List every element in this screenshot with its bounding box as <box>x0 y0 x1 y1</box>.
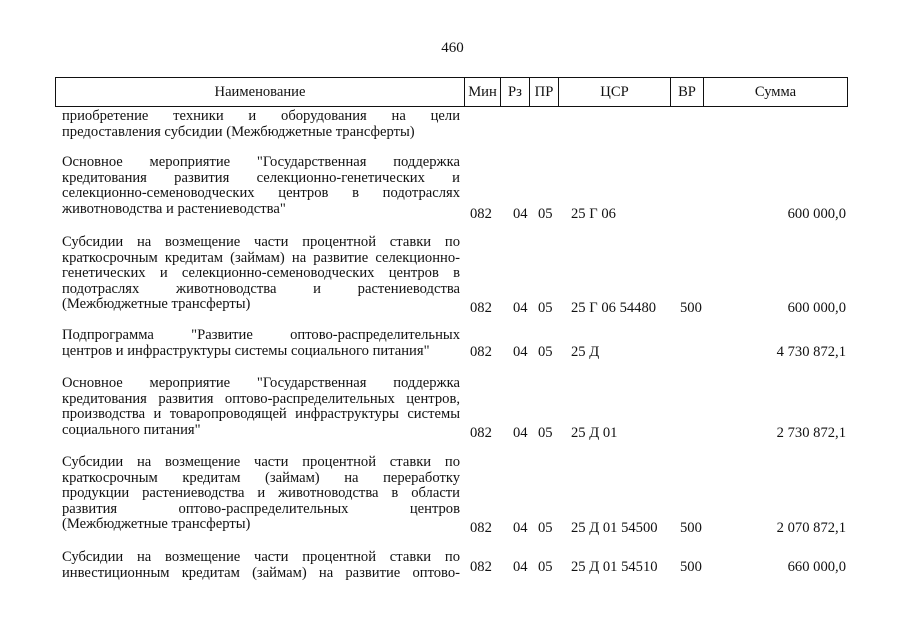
row-sum: 2 730 872,1 <box>776 425 846 441</box>
row-pr: 05 <box>538 206 553 222</box>
header-pr: ПР <box>530 78 559 106</box>
row-csr: 25 Д 01 54510 <box>571 559 658 575</box>
row-csr: 25 Г 06 <box>571 206 616 222</box>
row-rz: 04 <box>513 206 528 222</box>
row-sum: 660 000,0 <box>787 559 846 575</box>
row-name-line: Подпрограмма "Развитие оптово-распределительных <box>62 327 460 343</box>
row-name-line: животноводства и растениеводства" <box>62 200 286 217</box>
row-name-line: предоставления субсидии (Межбюджетные трансферты) <box>62 123 415 140</box>
row-name <box>62 455 460 533</box>
row-min: 082 <box>470 520 492 536</box>
row-name-line: кредитования развития селекционно-генетических и <box>62 169 460 186</box>
row-min: 082 <box>470 344 492 360</box>
row-pr: 05 <box>538 344 553 360</box>
row-name <box>62 235 460 313</box>
row-pr: 05 <box>538 300 553 316</box>
row-rz: 04 <box>513 425 528 441</box>
row-name-line: Субсидии на возмещение части процентной ставки по <box>62 234 460 250</box>
row-rz: 04 <box>513 520 528 536</box>
row-vr: 500 <box>680 559 702 575</box>
row-pr: 05 <box>538 559 553 575</box>
row-name <box>62 155 460 217</box>
row-min: 082 <box>470 206 492 222</box>
row-name-line: социального питания" <box>62 421 201 438</box>
row-name-line: продукции растениеводства и животноводства в области <box>62 485 460 501</box>
row-name-line: развития оптово-распределительных центров <box>62 500 460 517</box>
row-name <box>62 550 460 581</box>
header-csr: ЦСР <box>559 78 671 106</box>
row-sum: 2 070 872,1 <box>776 520 846 536</box>
row-name-line: приобретение техники и оборудования на цели <box>62 108 460 124</box>
row-pr: 05 <box>538 425 553 441</box>
row-vr: 500 <box>680 520 702 536</box>
row-vr: 500 <box>680 300 702 316</box>
table-header <box>55 77 848 107</box>
row-name-line: (Межбюджетные трансферты) <box>62 516 251 532</box>
row-name-line: краткосрочным кредитам (займам) на переработку <box>62 469 460 486</box>
row-name <box>62 376 460 438</box>
row-name-line: подотраслях животноводства и растениеводства <box>62 280 460 297</box>
row-name-line: генетических и селекционно-семеноводческих центров в <box>62 265 460 281</box>
row-csr: 25 Д <box>571 344 600 360</box>
row-name-line: центров и инфраструктуры системы социального питания" <box>62 342 430 359</box>
row-csr: 25 Д 01 54500 <box>571 520 658 536</box>
row-name-line: краткосрочным кредитам (займам) на развитие селекционно- <box>62 249 460 266</box>
row-min: 082 <box>470 300 492 316</box>
row-sum: 4 730 872,1 <box>776 344 846 360</box>
row-name-line: производства и товаропроводящей инфраструктуры системы <box>62 406 460 422</box>
row-rz: 04 <box>513 300 528 316</box>
header-min: Мин <box>465 78 501 106</box>
row-pr: 05 <box>538 520 553 536</box>
row-name-line: Субсидии на возмещение части процентной ставки по <box>62 549 460 565</box>
row-name <box>62 109 460 140</box>
row-min: 082 <box>470 425 492 441</box>
row-name-line: инвестиционным кредитам (займам) на развитие оптово- <box>62 564 460 581</box>
row-min: 082 <box>470 559 492 575</box>
header-vr: ВР <box>671 78 704 106</box>
row-csr: 25 Г 06 54480 <box>571 300 657 316</box>
page-number: 460 <box>441 40 464 56</box>
row-name-line: (Межбюджетные трансферты) <box>62 296 251 312</box>
row-sum: 600 000,0 <box>787 300 846 316</box>
row-sum: 600 000,0 <box>787 206 846 222</box>
row-name-line: кредитования развития оптово-распределительных центров, <box>62 390 460 407</box>
row-name-line: Основное мероприятие "Государственная поддержка <box>62 375 460 391</box>
row-csr: 25 Д 01 <box>571 425 618 441</box>
header-sum: Сумма <box>754 84 797 100</box>
row-name-line: селекционно-семеноводческих центров в подотраслях <box>62 185 460 201</box>
row-rz: 04 <box>513 559 528 575</box>
row-name-line: Субсидии на возмещение части процентной ставки по <box>62 454 460 470</box>
row-name <box>62 328 460 359</box>
header-rz: Рз <box>501 78 530 106</box>
row-rz: 04 <box>513 344 528 360</box>
row-name-line: Основное мероприятие "Государственная поддержка <box>62 154 460 170</box>
header-name: Наименование <box>56 78 465 106</box>
